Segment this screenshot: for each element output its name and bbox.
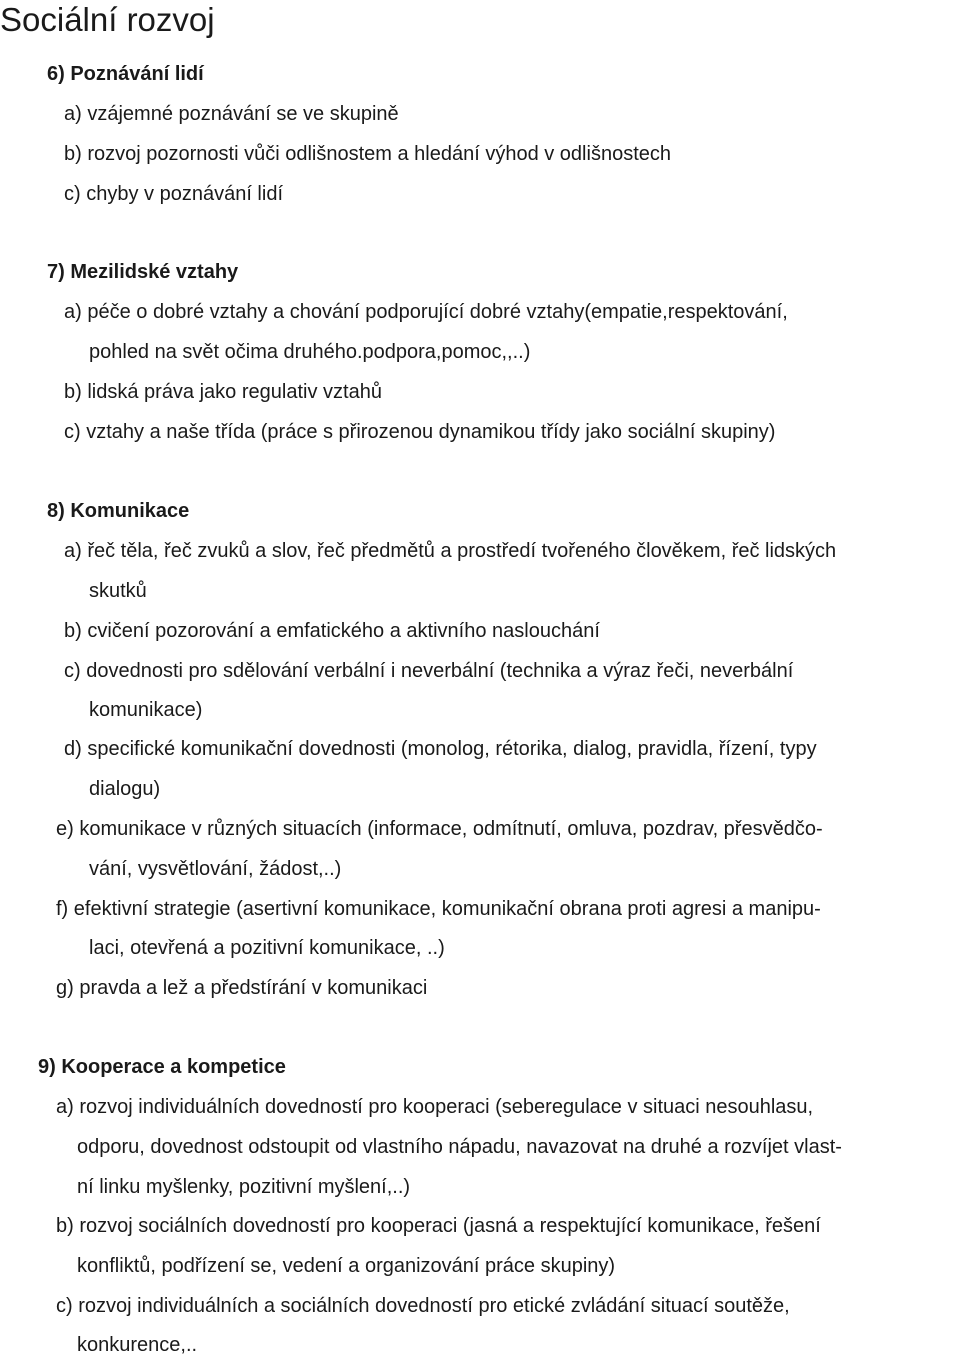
list-item: c) dovednosti pro sdělování verbální i neverbální (technika a výraz řeči, neverbální bbox=[64, 660, 794, 682]
list-item-continuation: laci, otevřená a pozitivní komunikace, ..) bbox=[89, 937, 445, 959]
list-item: f) efektivní strategie (asertivní komunikace, komunikační obrana proti agresi a manipu- bbox=[56, 898, 821, 920]
list-item: a) rozvoj individuálních dovedností pro kooperaci (seberegulace v situaci nesouhlasu, bbox=[56, 1096, 814, 1118]
list-item: b) rozvoj sociálních dovedností pro kooperaci (jasná a respektující komunikace, řešení bbox=[56, 1215, 821, 1237]
list-item: b) rozvoj pozornosti vůči odlišnostem a hledání výhod v odlišnostech bbox=[64, 143, 671, 165]
list-item-continuation: odporu, dovednost odstoupit od vlastního nápadu, navazovat na druhé a rozvíjet vlast- bbox=[77, 1136, 842, 1158]
list-item: c) rozvoj individuálních a sociálních dovedností pro etické zvládání situací soutěže, bbox=[56, 1295, 790, 1317]
list-item-continuation: dialogu) bbox=[89, 778, 161, 800]
section-heading: 8) Komunikace bbox=[47, 500, 190, 522]
list-item-continuation: konfliktů, podřízení se, vedení a organizování práce skupiny) bbox=[77, 1255, 616, 1277]
list-item: d) specifické komunikační dovednosti (monolog, rétorika, dialog, pravidla, řízení, typy bbox=[64, 738, 817, 760]
list-item-continuation: konkurence,.. bbox=[77, 1334, 198, 1356]
list-item: c) chyby v poznávání lidí bbox=[64, 183, 283, 205]
list-item: a) vzájemné poznávání se ve skupině bbox=[64, 103, 399, 125]
list-item: b) lidská práva jako regulativ vztahů bbox=[64, 381, 382, 403]
section-heading: 7) Mezilidské vztahy bbox=[47, 261, 239, 283]
list-item-continuation: skutků bbox=[89, 580, 147, 602]
list-item: c) vztahy a naše třída (práce s přirozenou dynamikou třídy jako sociální skupiny) bbox=[64, 421, 776, 443]
list-item: e) komunikace v různých situacích (informace, odmítnutí, omluva, pozdrav, přesvědčo- bbox=[56, 818, 823, 840]
section-heading: 6) Poznávání lidí bbox=[47, 63, 204, 85]
section-heading: 9) Kooperace a kompetice bbox=[38, 1056, 286, 1078]
list-item: a) řeč těla, řeč zvuků a slov, řeč předmětů a prostředí tvořeného člověkem, řeč lidských bbox=[64, 540, 837, 562]
list-item: g) pravda a lež a předstírání v komunikaci bbox=[56, 977, 428, 999]
list-item-continuation: ní linku myšlenky, pozitivní myšlení,..) bbox=[77, 1176, 411, 1198]
page-title: Sociální rozvoj bbox=[0, 1, 215, 38]
list-item-continuation: vání, vysvětlování, žádost,..) bbox=[89, 858, 342, 880]
list-item-continuation: pohled na svět očima druhého.podpora,pomoc,,..) bbox=[89, 341, 531, 363]
list-item-continuation: komunikace) bbox=[89, 699, 203, 721]
list-item: b) cvičení pozorování a emfatického a aktivního naslouchání bbox=[64, 620, 600, 642]
list-item: a) péče o dobré vztahy a chování podporující dobré vztahy(empatie,respektování, bbox=[64, 301, 788, 323]
